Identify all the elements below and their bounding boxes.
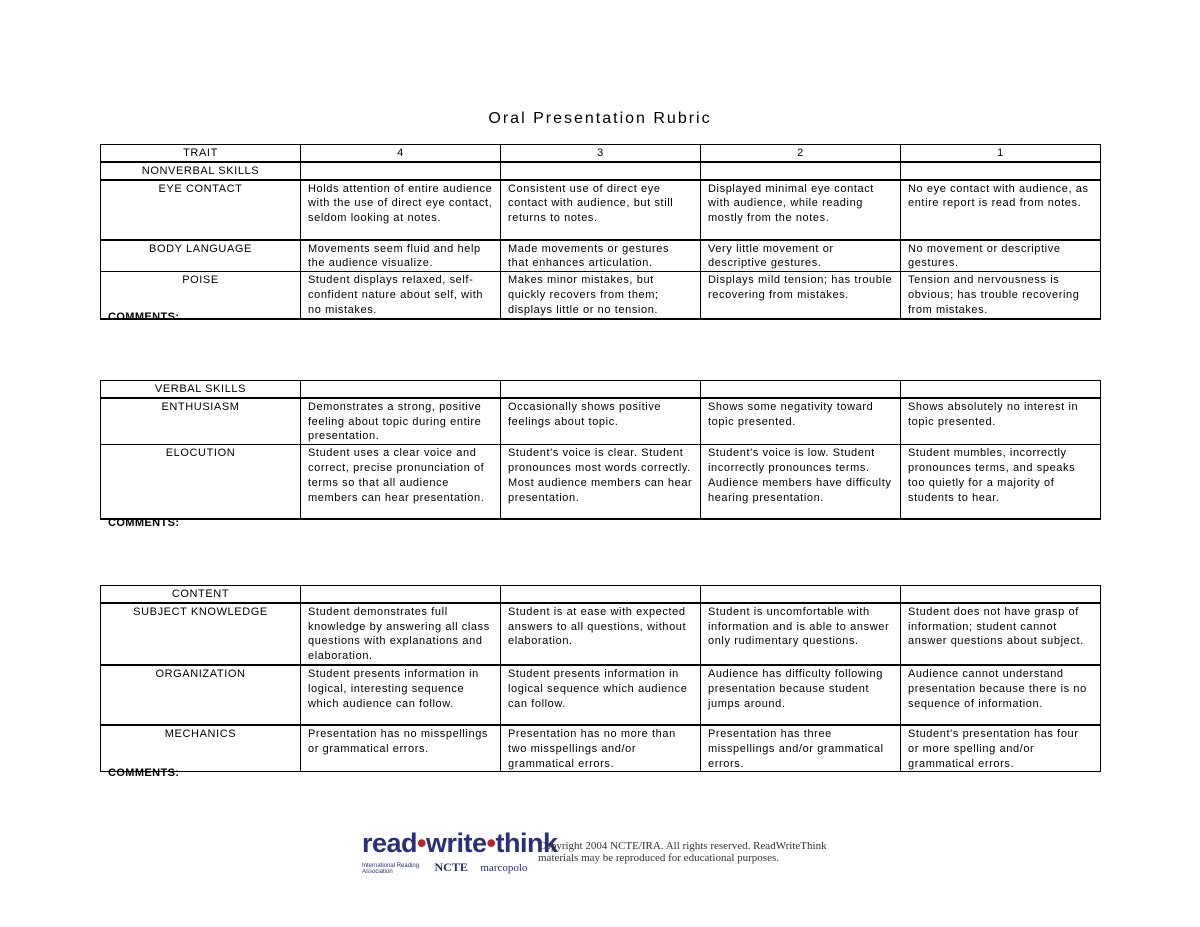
- criterion-cell: Audience has difficulty following presentation because student jumps around.: [701, 665, 901, 725]
- criterion-cell: Student's voice is clear. Student pronounces most words correctly. Most audience members can hear presentation.: [501, 445, 701, 519]
- trait-label: BODY LANGUAGE: [101, 240, 301, 272]
- criterion-cell: Student uses a clear voice and correct, precise pronunciation of terms so that all audience members can hear presentation.: [301, 445, 501, 519]
- criterion-cell: Student demonstrates full knowledge by answering all class questions with explanations and elaboration.: [301, 603, 501, 665]
- criterion-cell: Occasionally shows positive feelings about topic.: [501, 398, 701, 445]
- marcopolo-logo: marcopolo: [480, 862, 528, 874]
- criterion-cell: Consistent use of direct eye contact with audience, but still returns to notes.: [501, 180, 701, 240]
- header-score-2: 2: [701, 145, 901, 162]
- criterion-cell: Shows some negativity toward topic presented.: [701, 398, 901, 445]
- criterion-cell: Student presents information in logical sequence which audience can follow.: [501, 665, 701, 725]
- criterion-cell: Tension and nervousness is obvious; has trouble recovering from mistakes.: [901, 272, 1101, 319]
- table-row: [101, 725, 1101, 772]
- header-score-1: 1: [901, 145, 1101, 162]
- rubric-table-content: [100, 585, 1101, 772]
- section-title: CONTENT: [101, 586, 301, 603]
- table-row: [101, 665, 1101, 725]
- section-title: NONVERBAL SKILLS: [101, 162, 301, 180]
- table-row: [101, 603, 1101, 665]
- criterion-cell: Makes minor mistakes, but quickly recovers from them; displays little or no tension.: [501, 272, 701, 319]
- comments-label: COMMENTS:: [108, 767, 180, 779]
- header-row: [101, 145, 1101, 162]
- criterion-cell: No movement or descriptive gestures.: [901, 240, 1101, 272]
- criterion-cell: Holds attention of entire audience with the use of direct eye contact, seldom looking at notes.: [301, 180, 501, 240]
- trait-label: ELOCUTION: [101, 445, 301, 519]
- trait-label: ORGANIZATION: [101, 665, 301, 725]
- criterion-cell: Presentation has no more than two misspellings and/or grammatical errors.: [501, 725, 701, 772]
- ira-logo: International Reading Association: [362, 862, 420, 875]
- criterion-cell: Student displays relaxed, self-confident nature about self, with no mistakes.: [301, 272, 501, 319]
- trait-label: MECHANICS: [101, 725, 301, 772]
- criterion-cell: Student is at ease with expected answers to all questions, without elaboration.: [501, 603, 701, 665]
- comments-label: COMMENTS:: [108, 517, 180, 529]
- criterion-cell: Made movements or gestures that enhances articulation.: [501, 240, 701, 272]
- criterion-cell: No eye contact with audience, as entire report is read from notes.: [901, 180, 1101, 240]
- table-row: [101, 240, 1101, 272]
- criterion-cell: Student mumbles, incorrectly pronounces terms, and speaks too quietly for a majority of students to hear.: [901, 445, 1101, 519]
- ncte-logo: NCTE: [434, 860, 468, 874]
- criterion-cell: Student is uncomfortable with information and is able to answer only rudimentary questions.: [701, 603, 901, 665]
- table-row: [101, 398, 1101, 445]
- section-row: [101, 381, 1101, 398]
- criterion-cell: Presentation has no misspellings or grammatical errors.: [301, 725, 501, 772]
- page-title: Oral Presentation Rubric: [488, 110, 712, 127]
- partner-logos: [362, 860, 537, 875]
- header-score-4: 4: [301, 145, 501, 162]
- header-trait: TRAIT: [101, 145, 301, 162]
- criterion-cell: Displayed minimal eye contact with audience, while reading mostly from the notes.: [701, 180, 901, 240]
- header-score-3: 3: [501, 145, 701, 162]
- trait-label: EYE CONTACT: [101, 180, 301, 240]
- comments-label: COMMENTS:: [108, 311, 180, 323]
- criterion-cell: Demonstrates a strong, positive feeling about topic during entire presentation.: [301, 398, 501, 445]
- rubric-table-verbal: [100, 380, 1101, 520]
- criterion-cell: Audience cannot understand presentation because there is no sequence of information.: [901, 665, 1101, 725]
- criterion-cell: Student's voice is low. Student incorrectly pronounces terms. Audience members have difficulty hearing presentation.: [701, 445, 901, 519]
- criterion-cell: Shows absolutely no interest in topic presented.: [901, 398, 1101, 445]
- criterion-cell: Displays mild tension; has trouble recovering from mistakes.: [701, 272, 901, 319]
- section-row: [101, 162, 1101, 180]
- table-row: [101, 445, 1101, 519]
- rubric-table-nonverbal: [100, 144, 1101, 320]
- trait-label: POISE: [101, 272, 301, 319]
- criterion-cell: Student's presentation has four or more spelling and/or grammatical errors.: [901, 725, 1101, 772]
- criterion-cell: Presentation has three misspellings and/or grammatical errors.: [701, 725, 901, 772]
- criterion-cell: Movements seem fluid and help the audience visualize.: [301, 240, 501, 272]
- section-title: VERBAL SKILLS: [101, 381, 301, 398]
- copyright-text: Copyright 2004 NCTE/IRA. All rights reserved. ReadWriteThink materials may be reproduced for educational purposes.: [538, 840, 827, 864]
- table-row: [101, 180, 1101, 240]
- section-row: [101, 586, 1101, 603]
- criterion-cell: Very little movement or descriptive gestures.: [701, 240, 901, 272]
- trait-label: ENTHUSIASM: [101, 398, 301, 445]
- criterion-cell: Student does not have grasp of information; student cannot answer questions about subject.: [901, 603, 1101, 665]
- table-row: [101, 272, 1101, 319]
- readwritethink-logo: read•write•think: [362, 828, 558, 858]
- criterion-cell: Student presents information in logical, interesting sequence which audience can follow.: [301, 665, 501, 725]
- trait-label: SUBJECT KNOWLEDGE: [101, 603, 301, 665]
